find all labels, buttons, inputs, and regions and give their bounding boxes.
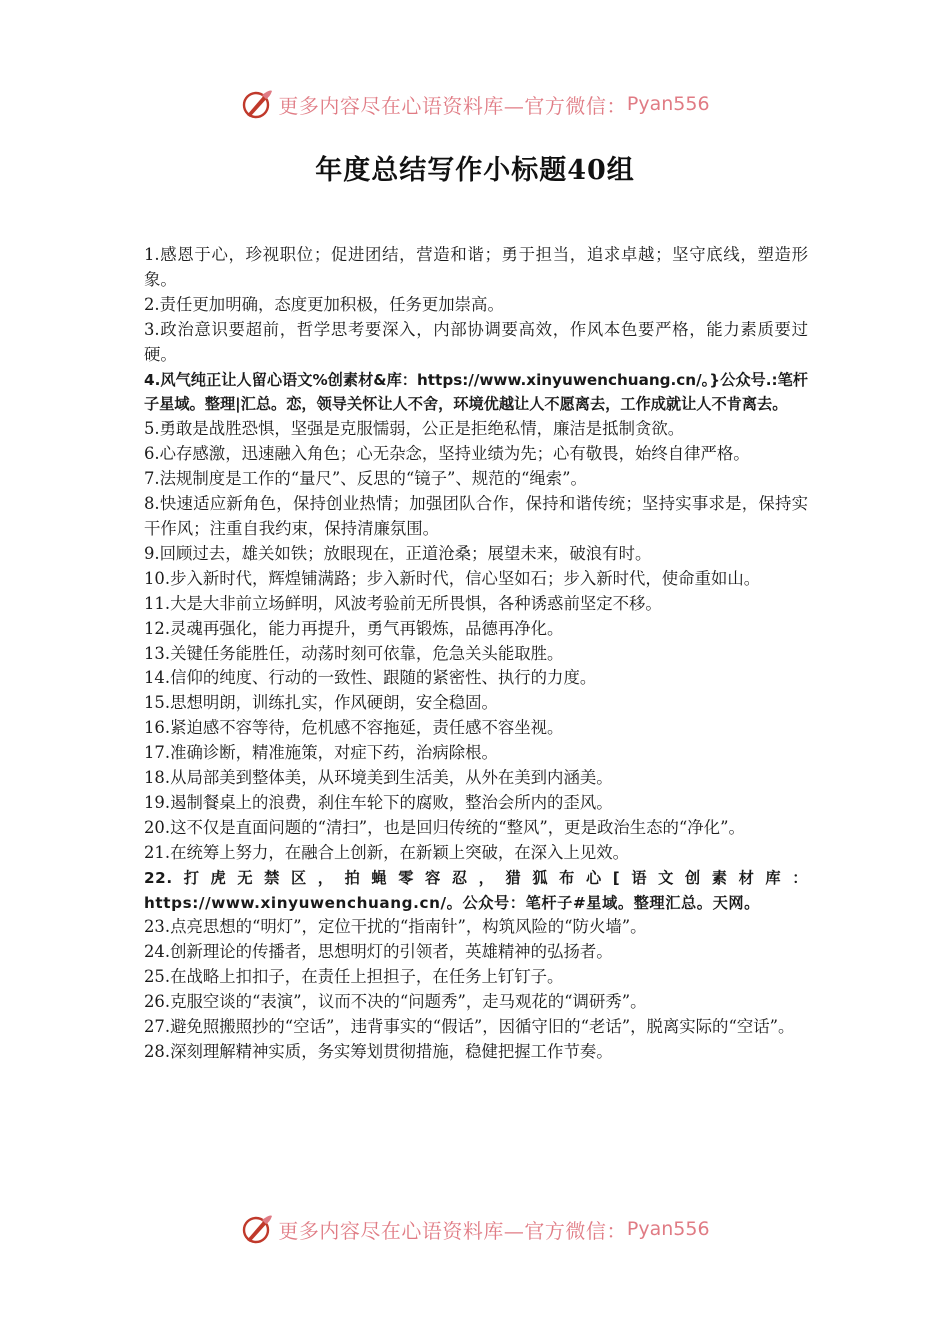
list-item: 13.关键任务能胜任，动荡时刻可依靠，危急关头能取胜。 — [144, 643, 564, 663]
list-item: 21.在统筹上努力，在融合上创新，在新颖上突破，在深入上见效。 — [144, 842, 630, 862]
document-title: 年度总结写作小标题40组 — [315, 155, 635, 186]
watermark-text: 更多内容尽在心语资料库—官方微信： — [278, 93, 627, 118]
list-item: 15.思想明朗，训练扎实，作风硬朗，安全稳固。 — [144, 693, 498, 713]
list-item: 16.紧迫感不容等待，危机感不容拖延，责任感不容坐视。 — [144, 718, 564, 738]
list-item: 26.克服空谈的“表演”，议而不决的“问题秀”，走马观花的“调研秀”。 — [144, 992, 647, 1012]
list-item: 17.准确诊断，精准施策，对症下药，治病除根。 — [144, 743, 498, 763]
list-item: 25.在战略上扣扣子，在责任上担担子，在任务上钉钉子。 — [144, 967, 564, 987]
document-body — [144, 243, 808, 1065]
list-item: 7.法规制度是工作的“量尺”、反思的“镜子”、规范的“绳索”。 — [144, 469, 587, 489]
list-item: 1.感恩于心，珍视职位；促进团结，营造和谐；勇于担当，追求卓越；坚守底线，塑造形象。 — [144, 245, 808, 289]
quill-pen-logo-icon — [240, 87, 274, 121]
list-item: 23.点亮思想的“明灯”，定位干扰的“指南针”，构筑风险的“防火墙”。 — [144, 917, 647, 937]
list-item: 27.避免照搬照抄的“空话”，违背事实的“假话”，因循守旧的“老话”，脱离实际的“空话”。 — [144, 1017, 795, 1037]
list-item: 9.回顾过去，雄关如铁；放眼现在，正道沧桑；展望未来，破浪有时。 — [144, 543, 652, 563]
watermark-handle: Pyan556 — [626, 1218, 710, 1240]
list-item: 2.责任更加明确，态度更加积极，任务更加崇高。 — [144, 294, 504, 314]
list-item: 11.大是大非前立场鲜明，风波考验前无所畏惧，各种诱惑前坚定不移。 — [144, 593, 662, 613]
list-item: 22.打虎无禁区，拍蝇零容忍，猎狐布心[语文创素材库：https://www.xinyuwenchuang.cn/。公众号：笔杆子#星域。整理汇总。天网。 — [144, 868, 808, 912]
list-item: 5.勇敢是战胜恐惧，坚强是克服懦弱，公正是拒绝私情，廉洁是抵制贪欲。 — [144, 419, 685, 439]
list-item: 4.风气纯正让人留心语文%创素材&库：https://www.xinyuwenchuang.cn/。}公众号.:笔杆子星域。整理|汇总。恋，领导关怀让人不舍，环境优越让人不愿离去，工作成就让人不肯离去。 — [144, 370, 808, 414]
list-item: 3.政治意识要超前，哲学思考要深入，内部协调要高效，作风本色要严格，能力素质要过硬。 — [144, 319, 808, 364]
list-item: 28.深刻理解精神实质，务实筹划贯彻措施，稳健把握工作节奏。 — [144, 1042, 613, 1061]
list-item: 6.心存感激，迅速融入角色；心无杂念，坚持业绩为先；心有敬畏，始终自律严格。 — [144, 444, 750, 464]
list-item: 12.灵魂再强化，能力再提升，勇气再锻炼，品德再净化。 — [144, 618, 564, 638]
watermark-handle: Pyan556 — [626, 93, 710, 115]
watermark-banner-bottom — [0, 1207, 950, 1251]
list-item: 8.快速适应新角色，保持创业热情；加强团队合作，保持和谐传统；坚持实事求是，保持实干作风；注重自我约束，保持清廉氛围。 — [144, 494, 808, 538]
list-item: 24.创新理论的传播者，思想明灯的引领者，英雄精神的弘扬者。 — [144, 942, 613, 962]
watermark-banner-top — [0, 82, 950, 126]
list-item: 19.遏制餐桌上的浪费，刹住车轮下的腐败，整治会所内的歪风。 — [144, 792, 613, 812]
list-item: 14.信仰的纯度、行动的一致性、跟随的紧密性、执行的力度。 — [144, 668, 597, 688]
list-item: 20.这不仅是直面问题的“清扫”，也是回归传统的“整风”，更是政治生态的“净化”。 — [144, 817, 745, 837]
list-item: 10.步入新时代，辉煌铺满路；步入新时代，信心坚如石；步入新时代，使命重如山。 — [144, 568, 761, 588]
watermark-text: 更多内容尽在心语资料库—官方微信： — [278, 1218, 627, 1243]
list-item: 18.从局部美到整体美，从环境美到生活美，从外在美到内涵美。 — [144, 768, 613, 788]
quill-pen-logo-icon — [240, 1212, 274, 1246]
